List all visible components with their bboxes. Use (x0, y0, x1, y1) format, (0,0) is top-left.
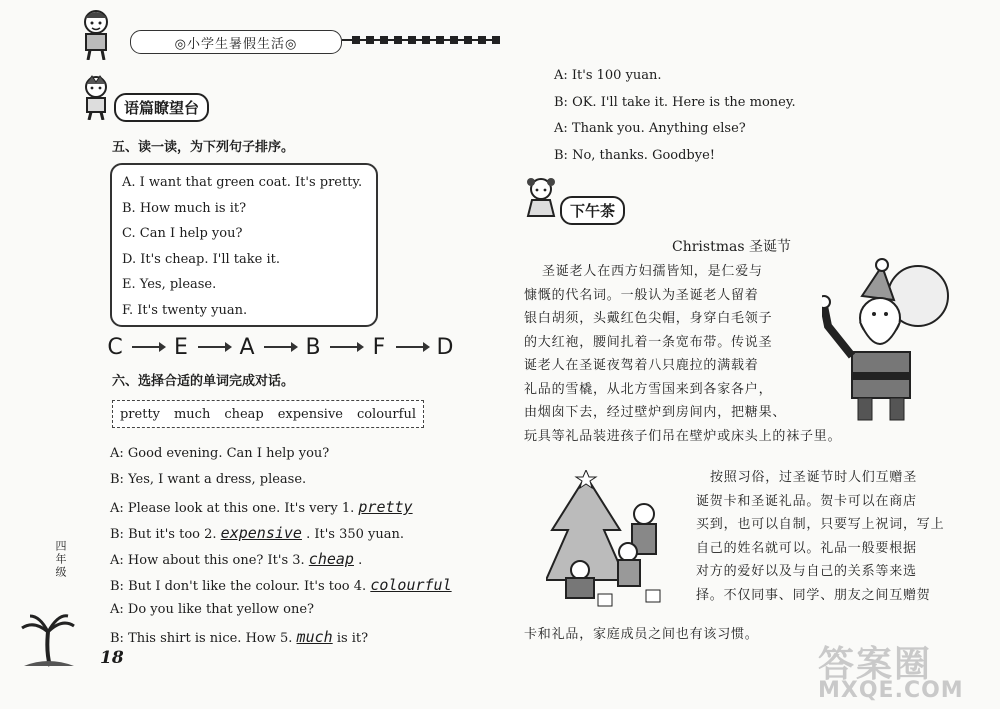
dialogue-continued-2: B: OK. I'll take it. Here is the money. (554, 95, 796, 110)
para-line: 对方的爱好以及与自己的关系等来选 (696, 564, 917, 579)
para-line: 慷慨的代名词。一般认为圣诞老人留着 (524, 287, 759, 303)
sentence-e: E. Yes, please. (122, 277, 217, 292)
page-number: 18 (100, 648, 124, 668)
question-6-title: 六、选择合适的单词完成对话。 (112, 374, 295, 389)
arrow-icon (330, 346, 362, 348)
para-line: 诞贺卡和圣诞礼品。贺卡可以在商店 (696, 493, 917, 509)
article-para-2-last: 卡和礼品，家庭成员之间也有该习惯。 (524, 627, 759, 642)
dialogue-continued-1: A: It's 100 yuan. (554, 68, 662, 83)
sentence-b: B. How much is it? (122, 201, 247, 216)
sentence-a: A. I want that green coat. It's pretty. (122, 175, 363, 190)
para-line: 的大红袍，腰间扎着一条宽布带。传说圣 (524, 334, 773, 350)
line-text: is it? (336, 631, 369, 646)
order-answer-row (100, 334, 460, 360)
sentence-d: D. It's cheap. I'll take it. (122, 252, 280, 267)
order-answer-2: E (174, 334, 188, 360)
para-line: 玩具等礼品装进孩子们吊在壁炉或床头上的袜子里。 (524, 428, 842, 444)
dialogue-line-1 (110, 446, 329, 461)
dialogue-line-4 (110, 524, 404, 542)
watermark-logo: 答案圈 (818, 644, 933, 685)
dialogue-line-8 (110, 628, 368, 646)
header-title: ◎小学生暑假生活◎ (130, 30, 342, 54)
line-text: A: Do you like that yellow one? (110, 602, 314, 617)
line-text: B: This shirt is nice. How 5. (110, 631, 293, 646)
line-text: A: Please look at this one. It's very 1. (110, 501, 355, 516)
article-para-2 (696, 466, 966, 607)
article-title: Christmas 圣诞节 (672, 239, 791, 255)
article-para-1 (524, 260, 842, 448)
order-answer-4: B (305, 334, 321, 360)
answer-blank-3: cheap (308, 550, 354, 568)
order-answer-1: C (107, 334, 123, 360)
sentence-box (110, 163, 378, 327)
line-text: . It's 350 yuan. (306, 527, 405, 542)
section-badge-tea: 下午茶 (560, 196, 625, 225)
grade-side-label: 四年级 (54, 540, 67, 579)
header-banner (72, 22, 562, 62)
para-line: 礼品的雪橇，从北方雪国来到各家各户， (524, 381, 773, 397)
word-bank-item: colourful (356, 406, 416, 422)
word-bank-item: cheap (224, 406, 264, 422)
dialogue-line-7 (110, 602, 314, 617)
dialogue-line-6 (110, 576, 452, 594)
christmas-tree-family-illustration (546, 470, 696, 624)
answer-blank-2: expensive (220, 524, 302, 542)
sentence-c: C. Can I help you? (122, 226, 243, 241)
dialogue-continued-4: B: No, thanks. Goodbye! (554, 148, 716, 163)
line-text: . (358, 553, 363, 568)
section-badge-reading: 语篇瞭望台 (114, 93, 209, 122)
santa-claus-illustration (822, 256, 952, 430)
answer-blank-4: colourful (370, 576, 452, 594)
order-answer-5: F (372, 334, 386, 360)
word-bank-item: much (173, 406, 211, 422)
dialogue-line-5 (110, 550, 362, 568)
sentence-f: F. It's twenty yuan. (122, 303, 248, 318)
palm-tree-icon (18, 612, 78, 672)
girl-mascot-icon (524, 176, 558, 224)
line-text: A: Good evening. Can I help you? (110, 446, 330, 461)
order-answer-3: A (239, 334, 255, 360)
para-line: 由烟囱下去，经过壁炉到房间内，把糖果、 (524, 405, 787, 420)
para-line: 择。不仅同事、同学、朋友之间互赠贺 (696, 587, 931, 603)
dialogue-continued-3: A: Thank you. Anything else? (554, 121, 746, 136)
dialogue-line-3 (110, 498, 413, 516)
arrow-icon (264, 346, 296, 348)
right-page (500, 0, 1000, 709)
para-line: 按照习俗，过圣诞节时人们互赠圣 (710, 470, 918, 485)
para-line: 自己的姓名就可以。礼品一般要根据 (696, 540, 917, 556)
para-line: 诞老人在圣诞夜驾着八只鹿拉的满载着 (524, 358, 759, 373)
word-bank-item: pretty (119, 406, 161, 422)
line-text: B: But I don't like the colour. It's too 4. (110, 579, 367, 594)
line-text: A: How about this one? It's 3. (110, 553, 305, 568)
watermark-url: MXQE.COM (818, 678, 964, 703)
arrow-icon (198, 346, 230, 348)
word-bank (112, 400, 424, 428)
line-text: B: Yes, I want a dress, please. (110, 472, 307, 487)
arrow-icon (396, 346, 428, 348)
answer-blank-5: much (296, 628, 333, 646)
question-5-title: 五、读一读，为下列句子排序。 (112, 140, 295, 155)
section-mascot-icon (78, 74, 114, 124)
para-line: 圣诞老人在西方妇孺皆知，是仁爱与 (542, 264, 763, 279)
line-text: B: But it's too 2. (110, 527, 217, 542)
para-line: 银白胡须，头戴红色尖帽，身穿白毛领子 (524, 311, 773, 326)
para-line: 买到，也可以自制，只要写上祝词，写上 (696, 517, 945, 532)
dialogue-line-2 (110, 472, 306, 487)
arrow-icon (132, 346, 164, 348)
order-answer-6: D (436, 334, 454, 360)
word-bank-item: expensive (277, 406, 343, 422)
answer-blank-1: pretty (358, 498, 413, 516)
